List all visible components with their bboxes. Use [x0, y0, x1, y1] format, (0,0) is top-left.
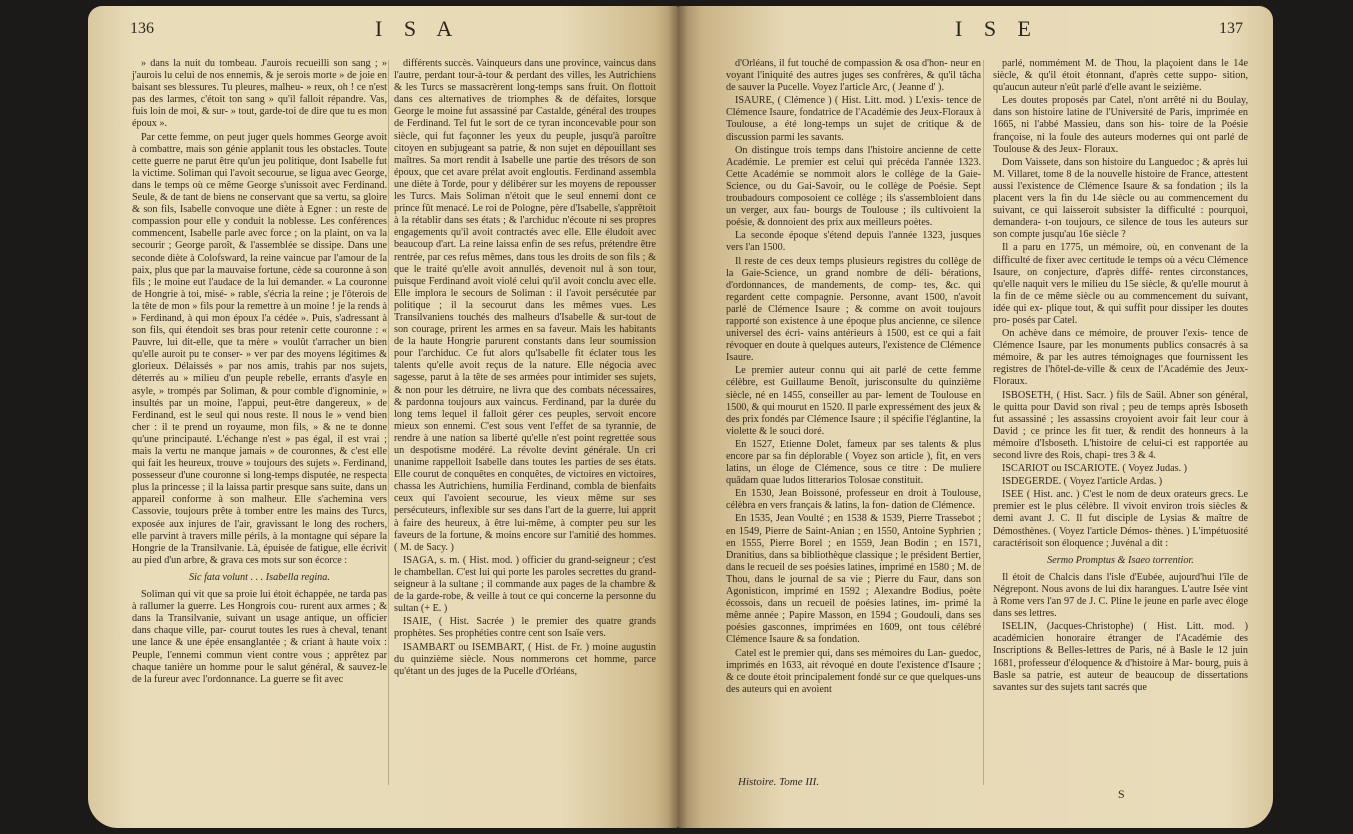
paragraph: En 1535, Jean Voulté ; en 1538 & 1539, Pierre Trassebot ; en 1549, Pierre de Saint-Anian ; en 1550, Antoine Syphrien ; en 1555, Pierre Borel ; en 1559, Jean Bodin ; en 1571, Dranitius, dans sa bibliothèque classique ; le président Bertier, dans le recueil de ses poésies latines, imprimé en 1580 ; M. de Thou, dans le journal de sa vie ; Pierre du Faur, dans son Agonisticon, imprimé en 1592 ; Alexandre Bodius, poète écossois, dans un recueil de poésies latines, im- primé la même année ; Papire Masson, en 1594 ; Goudouli, dans ses poésies gasconnes, imprimées en 1609, ont tous célébré Clémence Isaure & sa fondation. — [726, 513, 981, 646]
right-column-2 — [993, 58, 1248, 695]
paragraph: d'Orléans, il fut touché de compassion & osa d'hon- neur en voyant l'iniquité des autres juges ses confrères, & qu'il tâcha de sauver la Pucelle. Voyez l'article Arc, ( Jeanne d' ). — [726, 58, 981, 94]
paragraph: On achève dans ce mémoire, de prouver l'exis- tence de Clémence Isaure, par les monuments publics consacrés à sa mémoire, & par les autres témoignages que fournissent les registres de l'hôtel-de-ville & ceux de l'Académie des Jeux-Floraux. — [993, 328, 1248, 388]
left-column-2 — [394, 58, 656, 679]
paragraph: ISELIN, (Jacques-Christophe) ( Hist. Litt. mod. ) académicien honoraire étranger de l'Académie des Inscriptions & Belles-lettres de Paris, né à Basle le 12 juin 1681, professeur d'éloquence & d'histoire à Mar- bourg, puis à Basle sa patrie, est auteur de beaucoup de dissertations savantes sur des sujets tant sacrés que — [993, 621, 1248, 693]
paragraph: Le premier auteur connu qui ait parlé de cette femme célèbre, est Guillaume Benoît, jurisconsulte du quinzième siècle, né en 1455, conseiller au par- lement de Toulouse en 1500, & qui mourut en 1520. Il parle expressément des jeux & des prix fondés par Clémence Isaure ; il spécifie l'églantine, la violette & le souci doré. — [726, 365, 981, 437]
left-running-title: I S A — [375, 16, 461, 41]
paragraph: Il reste de ces deux temps plusieurs registres du collège de la Gaie-Science, un grand nombre de déli- bérations, d'ordonnances, de mandements, de comp- tes, &c. qui regardent cette compagnie. Personne, avant 1500, n'avoit parlé de Clémence Isaure ; & comme on avoit toujours rapporté son existence à une époque plus ancienne, ce silence universel des écri- vains antérieurs à 1500, est ce qui a fait révoquer en doute à quelques auteurs, l'existence de Clémence Isaure. — [726, 255, 981, 364]
paragraph: Il étoit de Chalcis dans l'isle d'Eubée, aujourd'hui l'île de Négrepont. Nous avons de lui dix harangues. L'autre Isée vint à Rome vers l'an 97 de J. C. Pline le jeune en parle avec éloge dans ses lettres. — [993, 571, 1248, 620]
signature-mark: S — [1118, 787, 1125, 801]
paragraph: Soliman qui vit que sa proie lui étoit échappée, ne tarda pas à rallumer la guerre. Les Hongrois cou- rurent aux armes ; & dans la Transilvanie, suivant un usage antique, un officier dans chaque ville, par- courut toutes les rues à cheval, tenant une lance & une épée ensanglantée ; & criant à haute voix : Peuple, l'ennemi commun vient contre vous ; apprêtez par chaque tanière un homme pour le salut général, & sauvez-le de la fureur avec l'ordonnance. La guerre se fit avec — [132, 589, 387, 685]
paragraph: ISAIE, ( Hist. Sacrée ) le premier des quatre grands prophètes. Ses prophéties contre cent son Isaïe vers. — [394, 616, 656, 640]
paragraph: » dans la nuit du tombeau. J'aurois recueilli son sang ; » j'aurois lu celui de nos ennemis, & je serois morte » de joie en baisant ses blessures. Tu pleures, malheu- » reux, oh ! ce n'est pas des larmes, c'étoit ton sang » qu'il falloit répandre. Vas, fuis loin de moi, & sur- » tout, garde-toi de dire que tu es mon époux ». — [132, 58, 387, 130]
column-divider — [983, 60, 984, 785]
page-footer: Histoire. Tome III. — [738, 776, 820, 788]
right-page — [678, 6, 1273, 828]
left-column-1 — [132, 58, 387, 687]
left-running-head — [130, 16, 648, 44]
paragraph: Dom Vaissete, dans son histoire du Languedoc ; & après lui M. Villaret, tome 8 de la nouvelle histoire de France, attestent aussi l'existence de Clémence Isaure & sa fondation ; ils la placent vers la fin du 14e siècle ou au commencement du suivant, ce qui laisseroit subsister la difficulté : pourquoi, demandera- t-on toujours, ce silence de tous les auteurs sur son compte jusqu'au 16e siècle ? — [993, 156, 1248, 241]
paragraph: ISBOSETH, ( Hist. Sacr. ) fils de Saül. Abner son général, le quitta pour David son rival ; peu de temps après Isboseth fut assassiné ; les assassins croyoient avoir fait leur cour à David ; ce prince les fit tuer, & rendit des honneurs à la mémoire d'Isboseth. L'histoire de celui-ci est rapportée au second livre des Rois, chapi- tres 3 & 4. — [993, 389, 1248, 461]
paragraph: ISAGA, s. m. ( Hist. mod. ) officier du grand-seigneur ; c'est le chambellan. C'est lui qui porte les paroles secrettes du grand-seigneur à la sultane ; il commande aux pages de la chambre & de la garde-robe, & veille à tout ce qui concerne la personne du sultan (+ E. ) — [394, 554, 656, 615]
paragraph: ISAMBART ou ISEMBART, ( Hist. de Fr. ) moine augustin du quinzième siècle. Nous nommerons cet homme, parce qu'étant un des juges de la Pucelle d'Orléans, — [394, 641, 656, 677]
paragraph: ISEE ( Hist. anc. ) C'est le nom de deux orateurs grecs. Le premier est le plus célèbre. Il vivoit environ trois siècles & demi avant J. C. Il fut disciple de Lysias & maître de Démosthènes. ( Voyez l'article Démos- thènes. ) L'impétuosité caractérisoit son éloquence ; Juvénal a dit : — [993, 489, 1248, 549]
verse: Sermo Promptus & Isaeo torrentior. — [1047, 554, 1194, 566]
right-column-1 — [726, 58, 981, 697]
left-page — [88, 6, 678, 828]
paragraph: Les doutes proposés par Catel, n'ont arrêté ni du Boulay, dans son histoire latine de l'Université de Paris, imprimée en 1665, ni l'abbé Massieu, dans son his- toire de la Poésie françoise, ni la foule des auteurs modernes qui ont parlé de Toulouse & des Jeux- Floraux. — [993, 95, 1248, 155]
right-page-number: 137 — [1219, 20, 1243, 37]
right-running-title: I S E — [955, 16, 1039, 41]
paragraph: Catel est le premier qui, dans ses mémoires du Lan- guedoc, imprimés en 1633, ait révoqué en doute l'existence d'Isaure ; & ce doute étoit principalement fondé sur ce que quelques-uns des auteurs qui en avoient — [726, 647, 981, 695]
paragraph: En 1527, Etienne Dolet, fameux par ses talents & plus encore par sa fin déplorable ( Voyez son article ), fit, en vers latins, un éloge de Clémence, sous ce titre : De muliere quâdam quae ludos litterarios Tolosae constituit. — [726, 438, 981, 487]
column-divider — [388, 60, 389, 785]
paragraph: La seconde époque s'étend depuis l'année 1323, jusques vers l'an 1500. — [726, 230, 981, 254]
paragraph: ISAURE, ( Clémence ) ( Hist. Litt. mod. ) L'exis- tence de Clémence Isaure, fondatrice de l'Académie des Jeux-Floraux à Toulouse, a été long-temps un sujet de critique & de discussion parmi les savants. — [726, 95, 981, 143]
open-book — [88, 6, 1273, 828]
paragraph: En 1530, Jean Boissoné, professeur en droit à Toulouse, célèbra en vers français & latins, la fon- dation de Clémence. — [726, 488, 981, 512]
right-running-head — [720, 16, 1243, 44]
paragraph: ISDEGERDE. ( Voyez l'article Ardas. ) — [1002, 476, 1163, 488]
paragraph: ISCARIOT ou ISCARIOTE. ( Voyez Judas. ) — [1002, 463, 1188, 475]
paragraph: On distingue trois temps dans l'histoire ancienne de cette Académie. Le premier est celui qui précéda l'année 1323. Cette Académie se nommoit alors le collège de la Gaie-Science, ou du Gai-Savoir, ou le collège de Poésie. Sept troubadours composoient ce collège ; ils s'assembloient dans un verger, aux fau- bourgs de Toulouse ; ils cultivoient la poésie, & donnoient des prix aux meilleurs poètes. — [726, 144, 981, 229]
paragraph: Par cette femme, on peut juger quels hommes George avoit à combattre, mais son génie applanit tous les obstacles. Toute cette guerre ne parut être qu'un jeu politique, dont Isabelle fut la victime. Soliman qui l'avoit secourue, se ligua avec George, dans le temps où ce même George s'unissoit avec Ferdinand. Seule, & de tant de biens ne conservant que sa vertu, sa gloire & son fils, Isabelle convoque une diète à Egner : un reste de compassion pour elle y conduit la noblesse. Les conférences commencent, Isabelle parle avec force ; on la plaint, on va la secourir ; George paroît, & l'assemblée se dissipe. Dans une seconde diète à Colofsward, la reine vaincue par l'amour de la paix, plus que par la mauvaise fortune, cède sa couronne à son fils ; le moine eut l'audace de la lui demander. « La couronne de Hongrie à toi, misé- » rable, s'écria la reine ; je l'ôterois de la tête de mon » fils pour la remettre à un moine ! je la rends à » Ferdinand, à qui mon époux l'a cédée ». Puis, s'adressant à son fils, qui étendoit ses bras pour retenir cette couronne : « Pauvre, lui dit-elle, que ta mère » voulût t'arracher un bien qu'elle auroit pu te conser- » ver par des moyens légitimes & glorieux. Délaissés » par nos amis, trahis par nos sujets, déterrés au » milieu d'un peuple rebelle, errants d'asyle en asyle, » trompés par Soliman, & pour comble d'ignominie, » insultés par un moine, l'appui, peut-être dangereux, » de Ferdinand, est le seul qui nous reste. Il nous le » vend bien cher : il te prend un royaume, mon fils, » & ne te donne qu'une principauté. L'échange n'est » pas égal, il est vrai ; mais la vertu ne manque jamais » de couronnes, & c'est elle qui fait les heureux, trouve » toujours des sujets ». Ferdinand, possesseur d'une couronne si long-temps disputée, ne respecta plus la princesse ; il la laissa partir presque sans suite, dans un appareil conforme à son malheur. Elle s'achemina vers Cassovie, toujours prête à tomber entre les mains des Turcs, exposée aux injures de l'air, gravissant le long des rochers, elle parvint à travers mille périls, à la montagne qui sépare la Hongrie de la Transilvanie. Là, épuisée de fatigue, elle écrivit au pied d'un arbre, & grava ces mots sur son écorce : — [132, 131, 387, 566]
paragraph: parlé, nommément M. de Thou, la plaçoient dans le 14e siècle, & qu'il étoit étonnant, d'après cette suppo- sition, qu'aucun auteur n'eût parlé d'elle avant le seizième. — [993, 58, 1248, 94]
book-gutter — [668, 6, 688, 828]
paragraph: Il a paru en 1775, un mémoire, où, en convenant de la difficulté de fixer avec certitude le temps où a vécu Clémence Isaure, on conjecture, d'après diffé- rentes circonstances, qu'elle naquit vers le milieu du 15e siècle, & qu'elle mourut à la fin de ce même siècle ou au commencement du suivant, idée qui ex- plique tout, & qui suffit pour dissiper les doutes pro- posés par Catel. — [993, 242, 1248, 326]
left-page-number: 136 — [130, 20, 154, 37]
paragraph: différents succès. Vainqueurs dans une province, vaincus dans l'autre, perdant tour-à-tour & perdant des villes, les Autrichiens & les Turcs se massacrèrent long-temps sans fruit. On flottoit dans ces alternatives de triomphes & de défaites, lorsque George le moine fut assassiné par Castalde, général des troupes de Ferdinand. Tel fut le sort de ce tyran inconcevable pour son siècle, qui fut façonner les yeux du peuple, jusqu'à paroître citoyen en subjugeant sa patrie, & non sujet en dépouillant ses maîtres. Sa mort rendit à Isabelle une partie des trésors de son époux, que cet avare prélat avoit engloutis. Ferdinand assembla une diète à Torde, pour y délibérer sur les moyens de repousser les Turcs. Mais Soliman n'étoit que le seul ennemi dont ce prince fût menacé. Le roi de Pologne, père d'Isabelle, s'apprêtoit à la rétablir dans ses états ; & l'archiduc n'écoute ni ses propres engagements qu'il avoit contractés avec elle. Elle éludoit avec beaucoup d'art. La reine laissa enfin de ses refus, prétendre être rentrée, par ces refus mêmes, dans tous les droits de son fils ; & que le traité qu'elle avoit annullés, devenoit nul à son tour, puisque Ferdinand avoit violé celui qu'il avoit conclu avec elle. Elle implora le secours de Soliman : il l'avoit persécutée par politique ; il la secourut dans les mêmes vues. Les Transilvaniens touchés des malheurs d'Isabelle & sur-tout de son courage, prirent les armes en sa faveur. Mais les habitants de la haute Hongrie parurent constants dans leur soumission pour l'archiduc. Ce fut alors qu'Isabelle fit éclater tous les talents qu'elle avoit reçus de la nature. Elle négocia avec sagesse, parut à la tête de ses armées pour intimider ses sujets, & non pour les détruire, ne livra que des combats nécessaires, & pardonna toujours aux vaincus. Ferdinand, par la durée du long tems lequel il falloit gérer ces peuples, servoit encore mieux son ennemi. C'est sous vent l'effet de sa tyrannie, de rendre à une nation sa liberté qu'elle n'est point regrettée sous un despotisme modéré. La révolte devint générale. Un cri unanime rappelloit Isabelle dans toutes les parties de ses états. Elle courut de conquêtes en conquêtes, de victoires en victoires, chassa les Autrichiens, humilia Ferdinand, combla de bienfaits ceux qui l'avoient secourue, les vieux même sur ses persécuteurs, inflexible sur ses dans l'art de la guerre, lui apprit à faire des heureux, à être lui-même, à compter peu sur les faveurs de la fortune, & moins encore sur l'amitié des hommes. ( M. de Sacy. ) — [394, 58, 656, 553]
verse: Sic fata volunt . . . Isabella regina. — [189, 571, 330, 583]
